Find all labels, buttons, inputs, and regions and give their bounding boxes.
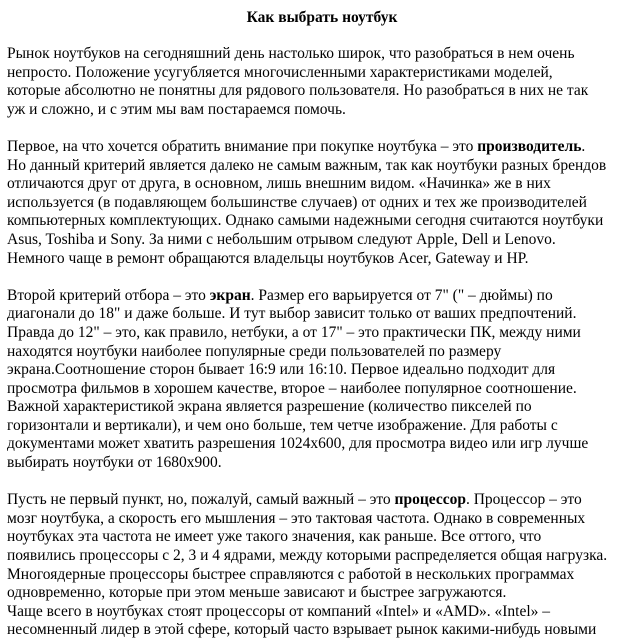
text-line: диагонали до 18" и даже больше. И тут выбор зависит только от ваших предпочтений. [7, 305, 577, 323]
paragraph-screen [7, 287, 637, 473]
keyword-processor: процессор [394, 491, 466, 509]
text-line: Немного чаще в ремонт обращаются владельцы ноутбуков Acer, Gateway и HP. [7, 249, 529, 267]
text-line: Asus, Toshiba и Sony. За ними с небольшим отрывом следуют Apple, Dell и Lenovo. [7, 230, 556, 248]
text-line: одновременно, которые при этом меньше зависают и быстрее загружаются. [7, 584, 507, 602]
text-line: появились процессоры с 2, 3 и 4 ядрами, между которыми распределяется общая нагрузка. [7, 547, 608, 565]
paragraph-intro [7, 45, 637, 119]
text-line: Многоядерные процессоры быстрее справляются с работой в нескольких программах [7, 565, 575, 583]
text-line: Рынок ноутбуков на сегодняшний день настолько широк, что разобраться в нем очень [7, 45, 575, 62]
text-line [7, 138, 637, 157]
text-line: Важной характеристикой экрана является разрешение (количество пикселей по [7, 398, 532, 416]
text-segment: . [581, 137, 586, 155]
text-line: ноутбуках эта частота не имеет уже такого значения, как раньше. Все оттого, что [7, 528, 542, 546]
paragraph-processor [7, 491, 637, 640]
text-line: мозг ноутбука, а скорость его мышления – это тактовая частота. Однако в современных [7, 509, 586, 527]
text-line: документами может хватить разрешения 1024х600, для просмотра видео или игр лучше [7, 435, 589, 453]
text-line: несомненный лидер в этой сфере, который часто взрывает рынок какими-нибудь новыми [7, 621, 597, 639]
text-line: Чаще всего в ноутбуках стоят процессоры от компаний «Intel» и «AMD». «Intel» – [7, 602, 551, 620]
text-line: горизонтали и вертикали), и чем оно больше, тем четче изображение. Для работы с [7, 416, 558, 434]
text-line: непросто. Положение усугубляется многочисленными характеристиками моделей, [7, 63, 553, 81]
keyword-manufacturer: производитель [477, 137, 582, 155]
text-line [7, 491, 637, 510]
text-line: отличаются друг от друга, в основном, лишь внешним видом. «Начинка» же в них [7, 175, 551, 193]
text-line: Правда до 12" – это, как правило, нетбуки, а от 17" – это практически ПК, между ними [7, 323, 581, 341]
text-line: уж и сложно, и с этим мы вам постараемся помочь. [7, 100, 346, 118]
text-segment: Пусть не первый пункт, но, пожалуй, самый важный – это [7, 491, 395, 509]
text-line: находятся ноутбуки наиболее популярные среди пользователей по размеру [7, 342, 502, 360]
text-line: используется (в подавляющем большинстве случаев) от одних и тех же производителей [7, 193, 587, 211]
text-line: экрана.Соотношение сторон бывает 16:9 или 16:10. Первое идеально подходит для [7, 361, 556, 379]
text-segment: . Размер его варьируется от 7" (" – дюймы) по [250, 286, 553, 304]
document-title: Как выбрать ноутбук [246, 9, 398, 26]
text-segment: . Процессор – это [465, 491, 582, 509]
keyword-screen: экран [209, 286, 251, 304]
text-line: выбирать ноутбуки от 1680х900. [7, 454, 222, 472]
text-line: Но данный критерий является далеко не самым важным, так как ноутбуки разных брендов [7, 156, 607, 174]
document-page [7, 0, 637, 640]
text-line: компьютерных комплектующих. Однако самыми надежными сегодня считаются ноутбуки [7, 212, 604, 230]
text-line: просмотра фильмов в хорошем качестве, второе – наиболее популярное соотношение. [7, 379, 577, 397]
text-segment: Второй критерий отбора – это [7, 286, 210, 304]
text-segment: Первое, на что хочется обратить внимание при покупке ноутбука – это [7, 137, 478, 155]
text-line [7, 287, 637, 306]
text-line: которые абсолютно не понятны для рядового пользователя. Но разобраться в них не так [7, 82, 589, 100]
paragraph-manufacturer [7, 138, 637, 268]
